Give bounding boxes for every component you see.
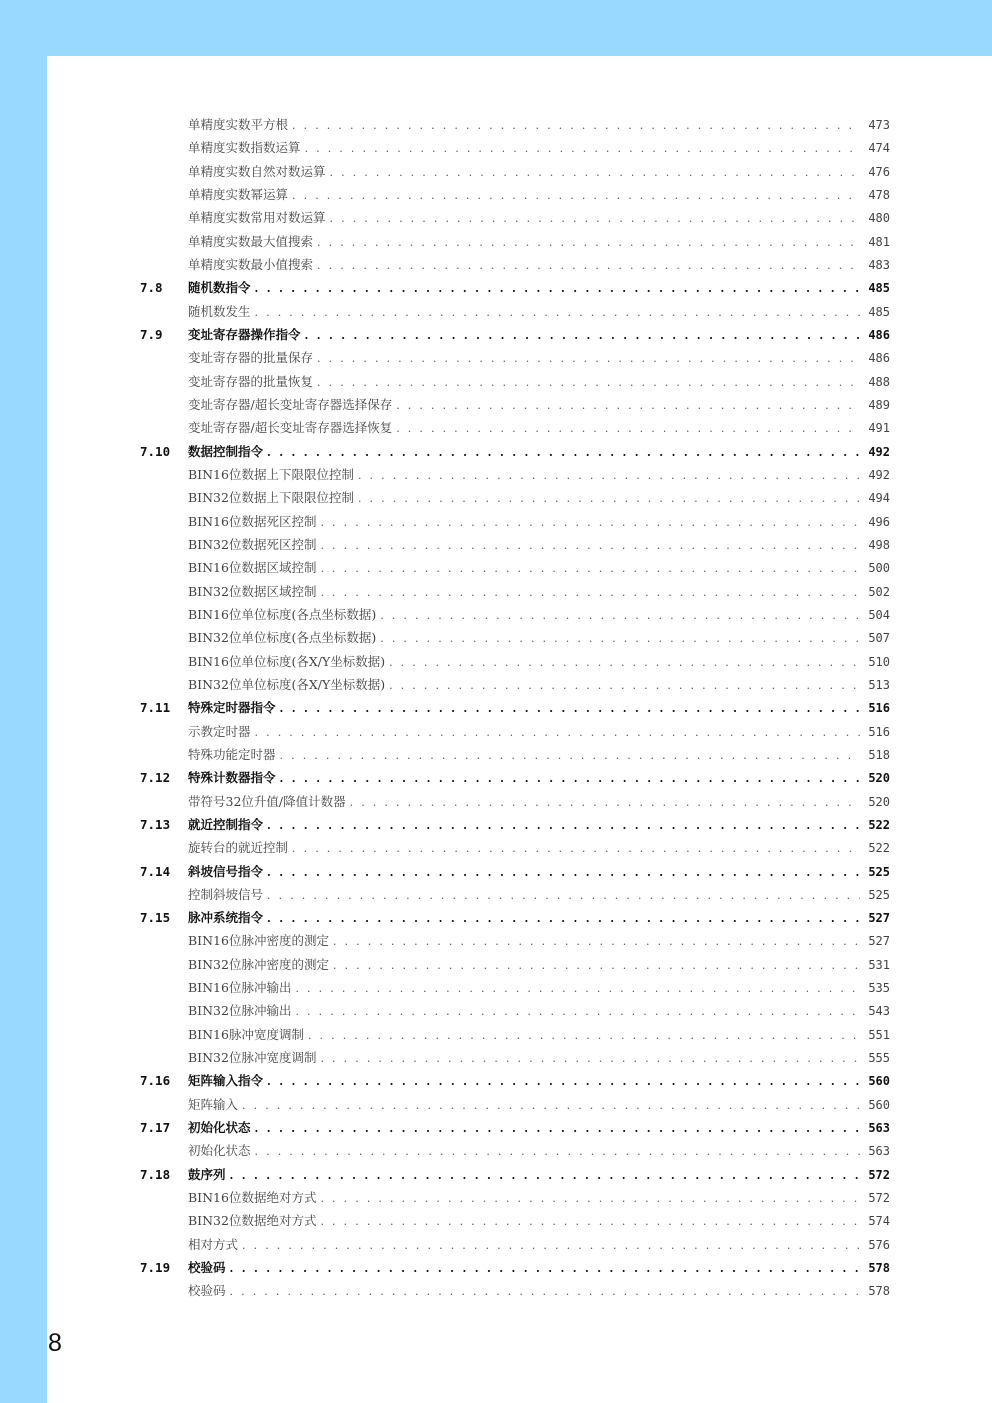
toc-entry-row[interactable] [140, 673, 890, 696]
toc-entry-row[interactable] [140, 1023, 890, 1046]
toc-entry-row[interactable] [140, 999, 890, 1022]
dot-leader [305, 324, 860, 347]
page-reference[interactable]: 474 [868, 141, 890, 156]
toc-entry [188, 1186, 890, 1210]
entry-title[interactable]: 单精度实数最大值搜索 [188, 233, 314, 249]
toc-entry-row[interactable] [140, 230, 890, 253]
toc-entry-row[interactable] [140, 743, 890, 766]
section-title[interactable]: 就近控制指令 [188, 816, 264, 832]
toc-entry [188, 929, 890, 953]
toc-entry-row[interactable] [140, 113, 890, 136]
dot-leader [330, 207, 860, 230]
dot-leader [280, 767, 860, 790]
page-reference[interactable]: 525 [868, 864, 890, 879]
toc-entry [188, 370, 890, 394]
table-of-contents [140, 113, 890, 1303]
toc-entry [188, 720, 890, 744]
toc-entry [188, 1279, 890, 1303]
toc-entry-row[interactable] [140, 136, 890, 159]
toc-section-row[interactable] [140, 440, 890, 463]
toc-entry [188, 883, 890, 907]
toc-entry [188, 1116, 890, 1140]
dot-leader [295, 1000, 860, 1023]
dot-leader [255, 721, 860, 744]
page-reference[interactable]: 531 [868, 957, 890, 972]
entry-title[interactable]: 单精度实数自然对数运算 [188, 163, 326, 179]
dot-leader [255, 1140, 860, 1163]
page-reference[interactable]: 496 [868, 514, 890, 529]
section-number: 7.12 [140, 770, 171, 786]
page-reference[interactable]: 516 [868, 701, 890, 716]
dot-leader [320, 581, 860, 604]
entry-title[interactable]: 单精度实数最小值搜索 [188, 256, 314, 272]
dot-leader [292, 114, 860, 137]
entry-title[interactable]: 单精度实数常用对数运算 [188, 210, 326, 226]
page-reference[interactable]: 578 [868, 1284, 890, 1299]
toc-entry-row[interactable] [140, 790, 890, 813]
section-number: 7.17 [140, 1120, 171, 1136]
page-reference[interactable]: 527 [868, 911, 890, 926]
entry-title[interactable]: BIN16位数据死区控制 [188, 513, 317, 529]
page-reference[interactable]: 520 [868, 771, 890, 786]
page-reference[interactable]: 563 [868, 1144, 890, 1159]
dot-leader [317, 231, 860, 254]
toc-entry [188, 1163, 890, 1187]
page-reference[interactable]: 560 [868, 1074, 890, 1089]
toc-entry [188, 1093, 890, 1117]
page-reference[interactable]: 485 [868, 304, 890, 319]
dot-leader [389, 674, 860, 697]
page-reference[interactable]: 473 [868, 118, 890, 132]
page-reference[interactable]: 560 [868, 1097, 890, 1112]
page-reference[interactable]: 502 [868, 584, 890, 599]
dot-leader [255, 1117, 860, 1140]
dot-leader [295, 977, 860, 1000]
entry-title[interactable]: BIN32位数据区域控制 [188, 583, 317, 599]
page-reference[interactable]: 513 [868, 677, 890, 692]
toc-entry [188, 1233, 890, 1257]
dot-leader [280, 744, 860, 767]
toc-entry [188, 766, 890, 790]
page-reference[interactable]: 535 [868, 981, 890, 996]
dot-leader [267, 884, 860, 907]
toc-entry-row[interactable] [140, 183, 890, 206]
dot-leader [230, 1257, 860, 1280]
page-reference[interactable]: 520 [868, 794, 890, 809]
dot-leader [230, 1164, 860, 1187]
toc-section-row[interactable] [140, 860, 890, 883]
page-reference[interactable]: 525 [868, 887, 890, 902]
entry-title[interactable]: 变址寄存器/超长变址寄存器选择保存 [188, 396, 393, 412]
entry-title[interactable]: 变址寄存器的批量保存 [188, 350, 314, 366]
dot-leader [350, 791, 860, 814]
entry-title[interactable]: BIN32位单位标度(各点坐标数据) [188, 630, 377, 646]
toc-entry-row[interactable] [140, 836, 890, 859]
toc-entry [188, 253, 890, 277]
dot-leader [280, 697, 860, 720]
toc-entry-row[interactable] [140, 346, 890, 369]
page-reference[interactable]: 522 [868, 817, 890, 832]
section-number: 7.11 [140, 700, 171, 716]
page-reference[interactable]: 498 [868, 537, 890, 552]
toc-entry [188, 860, 890, 884]
toc-entry-row[interactable] [140, 393, 890, 416]
page-reference[interactable]: 486 [868, 327, 890, 342]
page-reference[interactable]: 488 [868, 374, 890, 389]
toc-entry-row[interactable] [140, 253, 890, 276]
dot-leader [255, 277, 860, 300]
dot-leader [317, 254, 860, 277]
section-title[interactable]: 初始化状态 [188, 1120, 251, 1136]
entry-title[interactable]: 特殊功能定时器 [188, 746, 276, 762]
section-title[interactable]: 矩阵输入指令 [188, 1073, 264, 1089]
page-reference[interactable]: 486 [868, 351, 890, 366]
page-number: 8 [48, 1329, 62, 1357]
toc-section-row[interactable] [140, 1116, 890, 1139]
dot-leader [358, 464, 860, 487]
dot-leader [333, 954, 860, 977]
toc-entry [188, 1256, 890, 1280]
entry-title[interactable]: BIN32位脉冲宽度调制 [188, 1050, 317, 1066]
entry-title[interactable]: BIN16位脉冲密度的测定 [188, 933, 329, 949]
toc-entry-row[interactable] [140, 510, 890, 533]
section-number: 7.13 [140, 816, 171, 832]
entry-title[interactable]: BIN16脉冲宽度调制 [188, 1026, 304, 1042]
toc-entry [188, 346, 890, 370]
section-number: 7.15 [140, 910, 171, 926]
entry-title[interactable]: BIN16位脉冲输出 [188, 980, 292, 996]
toc-entry [188, 696, 890, 720]
dot-leader [380, 604, 860, 627]
page-reference[interactable]: 522 [868, 841, 890, 856]
toc-entry [188, 183, 890, 207]
section-number: 7.19 [140, 1260, 171, 1276]
page-reference[interactable]: 478 [868, 187, 890, 202]
toc-entry-row[interactable] [140, 1046, 890, 1069]
dot-leader [320, 557, 860, 580]
toc-entry-row[interactable] [140, 1139, 890, 1162]
entry-title[interactable]: 校验码 [188, 1283, 226, 1299]
toc-entry [188, 440, 890, 464]
toc-entry [188, 1139, 890, 1163]
dot-leader [333, 930, 860, 953]
entry-title[interactable]: BIN32位数据上下限限位控制 [188, 490, 354, 506]
page-reference[interactable]: 489 [868, 397, 890, 412]
page-reference[interactable]: 576 [868, 1237, 890, 1252]
entry-title[interactable]: BIN32位数据死区控制 [188, 536, 317, 552]
entry-title[interactable]: BIN32位单位标度(各X/Y坐标数据) [188, 676, 386, 692]
page-reference[interactable]: 492 [868, 467, 890, 482]
toc-entry-row[interactable] [140, 160, 890, 183]
toc-entry-row[interactable] [140, 603, 890, 626]
toc-entry [188, 1023, 890, 1047]
section-title[interactable]: 数据控制指令 [188, 443, 264, 459]
page-reference[interactable]: 563 [868, 1121, 890, 1136]
dot-leader [389, 651, 860, 674]
toc-section-row[interactable] [140, 906, 890, 929]
section-number: 7.14 [140, 863, 171, 879]
toc-entry-row[interactable] [140, 650, 890, 673]
toc-entry [188, 813, 890, 837]
dot-leader [396, 417, 860, 440]
section-title[interactable]: 鼓序列 [188, 1166, 226, 1182]
dot-leader [358, 487, 860, 510]
entry-title[interactable]: 变址寄存器的批量恢复 [188, 373, 314, 389]
entry-title[interactable]: 示教定时器 [188, 723, 251, 739]
toc-entry [188, 650, 890, 674]
dot-leader [320, 1047, 860, 1070]
toc-entry [188, 953, 890, 977]
toc-entry [188, 533, 890, 557]
dot-leader [267, 814, 860, 837]
toc-entry [188, 486, 890, 510]
side-band [0, 0, 47, 1403]
entry-title[interactable]: BIN16位数据上下限限位控制 [188, 466, 354, 482]
section-title[interactable]: 校验码 [188, 1260, 226, 1276]
dot-leader [320, 1210, 860, 1233]
toc-entry-row[interactable] [140, 463, 890, 486]
page-reference[interactable]: 543 [868, 1004, 890, 1019]
toc-entry-row[interactable] [140, 370, 890, 393]
entry-title[interactable]: BIN32位脉冲输出 [188, 1003, 292, 1019]
section-number: 7.10 [140, 443, 171, 459]
dot-leader [320, 534, 860, 557]
entry-title[interactable]: 相对方式 [188, 1236, 239, 1252]
toc-entry [188, 136, 890, 160]
toc-entry-row[interactable] [140, 1093, 890, 1116]
section-number: 7.16 [140, 1073, 171, 1089]
header-band [0, 0, 992, 56]
toc-entry-row[interactable] [140, 953, 890, 976]
toc-entry [188, 323, 890, 347]
entry-title[interactable]: BIN32位脉冲密度的测定 [188, 956, 329, 972]
entry-title[interactable]: BIN16位单位标度(各X/Y坐标数据) [188, 653, 386, 669]
entry-title[interactable]: 控制斜坡信号 [188, 886, 264, 902]
toc-entry [188, 836, 890, 860]
page-reference[interactable]: 527 [868, 934, 890, 949]
dot-leader [317, 371, 860, 394]
toc-entry-row[interactable] [140, 720, 890, 743]
section-title[interactable]: 特殊计数器指令 [188, 770, 276, 786]
section-title[interactable]: 随机数指令 [188, 280, 251, 296]
dot-leader [255, 301, 860, 324]
toc-entry [188, 230, 890, 254]
entry-title[interactable]: BIN16位数据区域控制 [188, 560, 317, 576]
toc-section-row[interactable] [140, 813, 890, 836]
toc-section-row[interactable] [140, 276, 890, 299]
section-number: 7.18 [140, 1166, 171, 1182]
dot-leader [330, 161, 860, 184]
toc-entry [188, 556, 890, 580]
toc-section-row[interactable] [140, 323, 890, 346]
toc-entry [188, 743, 890, 767]
page-reference[interactable]: 491 [868, 421, 890, 436]
toc-entry [188, 1046, 890, 1070]
section-number: 7.8 [140, 280, 163, 296]
page-reference[interactable]: 476 [868, 164, 890, 179]
section-title[interactable]: 特殊定时器指令 [188, 700, 276, 716]
toc-entry-row[interactable] [140, 626, 890, 649]
page-reference[interactable]: 494 [868, 491, 890, 506]
dot-leader [267, 441, 860, 464]
toc-entry-row[interactable] [140, 580, 890, 603]
page-reference[interactable]: 510 [868, 654, 890, 669]
page-reference[interactable]: 578 [868, 1261, 890, 1276]
page-reference[interactable]: 518 [868, 747, 890, 762]
dot-leader [292, 184, 860, 207]
dot-leader [396, 394, 860, 417]
entry-title[interactable]: 单精度实数平方根 [188, 117, 289, 132]
entry-title[interactable]: BIN16位单位标度(各点坐标数据) [188, 606, 377, 622]
page-reference[interactable]: 572 [868, 1167, 890, 1182]
dot-leader [320, 1187, 860, 1210]
page-reference[interactable]: 481 [868, 234, 890, 249]
toc-entry [188, 999, 890, 1023]
page-reference[interactable]: 551 [868, 1027, 890, 1042]
toc-section-row[interactable] [140, 1256, 890, 1279]
toc-entry [188, 206, 890, 230]
toc-entry-row[interactable] [140, 976, 890, 999]
dot-leader [242, 1234, 860, 1257]
entry-title[interactable]: 旋转台的就近控制 [188, 840, 289, 856]
dot-leader [320, 511, 860, 534]
page-reference[interactable]: 555 [868, 1051, 890, 1066]
toc-entry [188, 906, 890, 930]
section-title[interactable]: 斜坡信号指令 [188, 863, 264, 879]
toc-entry [188, 790, 890, 814]
toc-entry [188, 160, 890, 184]
toc-entry [188, 393, 890, 417]
toc-entry [188, 976, 890, 1000]
entry-title[interactable]: 矩阵输入 [188, 1096, 239, 1112]
entry-title[interactable]: BIN16位数据绝对方式 [188, 1190, 317, 1206]
toc-entry [188, 626, 890, 650]
entry-title[interactable]: 单精度实数指数运算 [188, 140, 301, 156]
toc-section-row[interactable] [140, 766, 890, 789]
section-title[interactable]: 脉冲系统指令 [188, 910, 264, 926]
dot-leader [308, 1024, 860, 1047]
page-reference[interactable]: 504 [868, 607, 890, 622]
toc-entry-row[interactable] [140, 1209, 890, 1232]
toc-entry [188, 673, 890, 697]
toc-entry [188, 1069, 890, 1093]
page-reference[interactable]: 492 [868, 444, 890, 459]
dot-leader [292, 837, 860, 860]
entry-title[interactable]: 带符号32位升值/降值计数器 [188, 793, 346, 809]
toc-section-row[interactable] [140, 1163, 890, 1186]
toc-entry [188, 463, 890, 487]
dot-leader [267, 861, 860, 884]
toc-entry [188, 276, 890, 300]
toc-entry-row[interactable] [140, 206, 890, 229]
toc-entry-row[interactable] [140, 486, 890, 509]
section-number: 7.9 [140, 326, 163, 342]
entry-title[interactable]: 初始化状态 [188, 1143, 251, 1159]
section-title[interactable]: 变址寄存器操作指令 [188, 326, 301, 342]
toc-entry [188, 416, 890, 440]
page-reference[interactable]: 574 [868, 1214, 890, 1229]
page-reference[interactable]: 516 [868, 724, 890, 739]
toc-section-row[interactable] [140, 1069, 890, 1092]
entry-title[interactable]: BIN32位数据绝对方式 [188, 1213, 317, 1229]
dot-leader [317, 347, 860, 370]
dot-leader [305, 137, 860, 160]
toc-entry-row[interactable] [140, 533, 890, 556]
toc-entry-row[interactable] [140, 300, 890, 323]
toc-entry-row[interactable] [140, 883, 890, 906]
toc-section-row[interactable] [140, 696, 890, 719]
dot-leader [230, 1280, 860, 1303]
page-reference[interactable]: 572 [868, 1191, 890, 1206]
dot-leader [242, 1094, 860, 1117]
dot-leader [267, 907, 860, 930]
page-reference[interactable]: 480 [868, 211, 890, 226]
toc-entry-row[interactable] [140, 929, 890, 952]
toc-entry [188, 113, 890, 137]
page-reference[interactable]: 507 [868, 631, 890, 646]
entry-title[interactable]: 变址寄存器/超长变址寄存器选择恢复 [188, 420, 393, 436]
toc-entry-row[interactable] [140, 1186, 890, 1209]
page-reference[interactable]: 483 [868, 257, 890, 272]
toc-entry-row[interactable] [140, 1279, 890, 1302]
toc-entry-row[interactable] [140, 556, 890, 579]
toc-entry [188, 300, 890, 324]
toc-entry [188, 580, 890, 604]
entry-title[interactable]: 随机数发生 [188, 303, 251, 319]
toc-entry [188, 1209, 890, 1233]
toc-entry-row[interactable] [140, 416, 890, 439]
page-reference[interactable]: 485 [868, 281, 890, 296]
dot-leader [267, 1070, 860, 1093]
page-reference[interactable]: 500 [868, 561, 890, 576]
toc-entry-row[interactable] [140, 1233, 890, 1256]
entry-title[interactable]: 单精度实数幂运算 [188, 186, 289, 202]
toc-entry [188, 510, 890, 534]
dot-leader [380, 627, 860, 650]
toc-entry [188, 603, 890, 627]
